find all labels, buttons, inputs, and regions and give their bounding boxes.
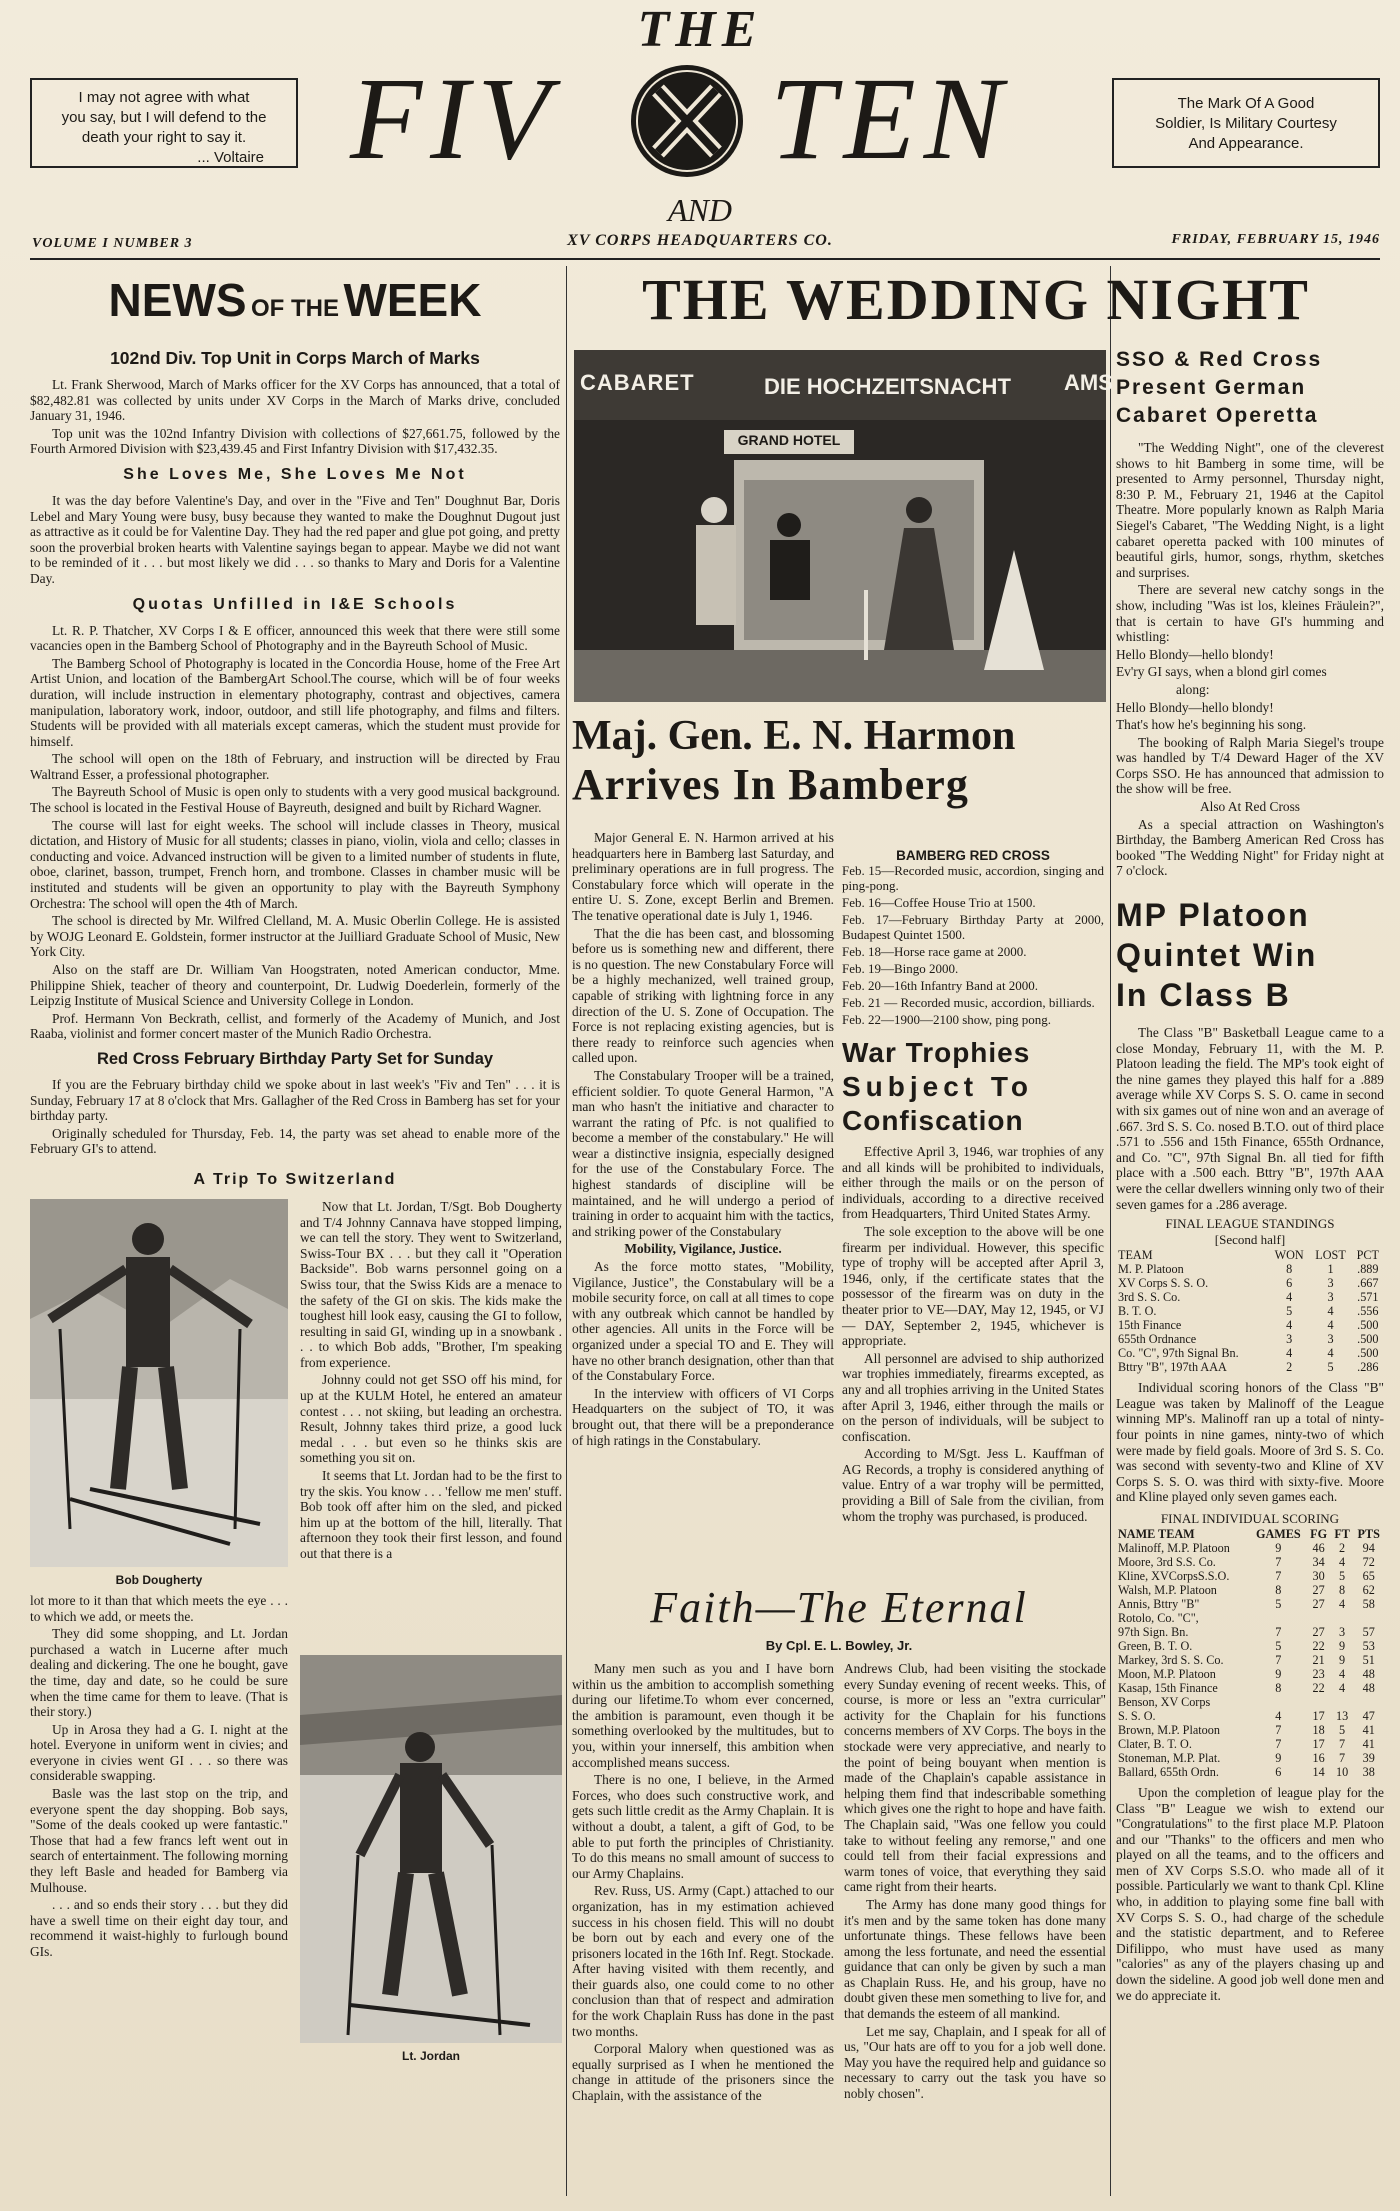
table-row xyxy=(1116,1639,1384,1653)
cell: 48 xyxy=(1362,1666,1375,1681)
table-row xyxy=(1116,1667,1384,1681)
masthead-the: THE xyxy=(637,1,763,58)
song-line: Hello Blondy—hello blondy! xyxy=(1116,699,1274,715)
cell: B. T. O. xyxy=(1118,1304,1157,1319)
subhead-also-red-cross: Also At Red Cross xyxy=(1199,799,1301,815)
paragraph: It was the day before Valentine's Day, and over in the "Five and Ten" Doughnut Bar, Doris Lebel and Mary Young were busy, busy because they wanted to make the Doughnut Dugout just as attractive as it could be for Valentine Day. They had the red paper and glue pot going, and pretty soon the proverbial broken hearts with Valentine sayings began to appear. Maybe we did not want to be reminded of it . . . but most likely we did . . . so thanks to Mary and Doris for a Valentine Day. xyxy=(30,492,560,586)
cell: 39 xyxy=(1362,1750,1375,1765)
cell: 9 xyxy=(1275,1666,1282,1681)
headline-wedding-night: THE WEDDING NIGHT xyxy=(642,267,1310,332)
headline-line: Cabaret Operetta xyxy=(1116,404,1319,427)
sign-cabaret: CABARET xyxy=(580,370,695,395)
table-row xyxy=(1116,1765,1384,1779)
cell xyxy=(1353,1695,1384,1709)
paragraph: There are several new catchy songs in the show, including "Was ist los, kleines Fräulein?", that is certain to have GI's humming and whistling: xyxy=(1116,582,1384,645)
harmon-article xyxy=(572,830,834,1590)
paragraph: The course will last for eight weeks. The school will include classes in Theory, musical dictation, and History of Music for all students; classes in piano, violin, viola and cello; classes in conducting and voice. Advanced instruction will be given to a limited number of students in flute, oboe, clarinet, basson, trumpet, French horn, and trombone. Classes in chamber music will be instituted and students will be given an opportunity to play with the Bayreuth Symphony Orchestra: The school will open the 4th of March. xyxy=(30,817,560,911)
cell: M. P. Platoon xyxy=(1118,1262,1184,1277)
cell: 14 xyxy=(1312,1764,1325,1779)
list-item: Feb. 21 — Recorded music, accordion, billiards. xyxy=(842,995,1095,1010)
cell: 27 xyxy=(1312,1582,1325,1597)
table-row xyxy=(1116,1709,1384,1723)
cell: 3 xyxy=(1327,1276,1334,1291)
cell: 3 xyxy=(1327,1290,1334,1305)
cell: 5 xyxy=(1286,1304,1293,1319)
table-row xyxy=(1116,1583,1384,1597)
cell: 9 xyxy=(1339,1652,1346,1667)
cell: 5 xyxy=(1275,1638,1282,1653)
cell: 15th Finance xyxy=(1118,1318,1182,1333)
paragraph: "The Wedding Night", one of the cleverest shows to hit Bamberg in some time, will be presented to Army personnel, Thursday night, 8:30 P. M., February 21, 1946 at the Capitol Theatre. More popularly known as Ralph Maria Siegel's Cabaret, "The Wedding Night, is a light cabaret operetta packed with 100 minutes of beautiful girls, humor, songs, rhythm, sketches and surprises. xyxy=(1116,440,1384,580)
cell: 4 xyxy=(1286,1290,1293,1305)
headline-march-of-marks: 102nd Div. Top Unit in Corps March of Marks xyxy=(110,348,480,368)
cell: 53 xyxy=(1362,1638,1375,1653)
quote-left-line: death your right to say it. xyxy=(81,129,247,146)
cell: 8 xyxy=(1339,1582,1346,1597)
headline-sso-red-cross xyxy=(1116,346,1384,430)
cell: Kline, XVCorpsS.S.O. xyxy=(1118,1568,1230,1583)
cell: 4 xyxy=(1339,1554,1346,1569)
headline-quotas-unfilled: Quotas Unfilled in I&E Schools xyxy=(132,595,458,613)
cell: Benson, XV Corps xyxy=(1118,1694,1211,1709)
cell: .571 xyxy=(1357,1290,1379,1305)
cell: Kasap, 15th Finance xyxy=(1118,1680,1218,1695)
cell: 4 xyxy=(1339,1596,1346,1611)
cell: 4 xyxy=(1327,1346,1334,1361)
news-of-week-title xyxy=(30,272,560,340)
cell: .500 xyxy=(1357,1318,1379,1333)
cell: 4 xyxy=(1339,1666,1346,1681)
cell: 41 xyxy=(1362,1722,1375,1737)
war-trophies-article xyxy=(842,1036,1104,1584)
cell: 7 xyxy=(1275,1736,1282,1751)
paragraph: Johnny could not get SSO off his mind, for up at the KULM Hotel, he entered an amateur contest . . . not skiing, but leading an orchestra. Result, Johnny takes third prize, a good luck medal . . . but even so he thinks skis are something you sit on. xyxy=(300,1372,562,1466)
cell: Co. "C", 97th Signal Bn. xyxy=(1118,1346,1239,1361)
cell: 5 xyxy=(1339,1568,1346,1583)
harmon-headline xyxy=(572,712,1106,810)
cell xyxy=(1250,1695,1306,1709)
paragraph: As a special attraction on Washington's Birthday, the Bamberg American Red Cross has booked "The Wedding Night" for Friday night at 7 o'clock. xyxy=(1116,816,1384,879)
paragraph: Effective April 3, 1946, war trophies of any and all kinds will be prohibited to individuals, either through the mails or on the person of individuals, according to a directive received from Headquarters, Third United States Army. xyxy=(842,1144,1104,1222)
quote-right-line: The Mark Of A Good xyxy=(1177,95,1315,112)
cell: 8 xyxy=(1286,1262,1293,1277)
switzerland-col-right-top xyxy=(300,1199,562,1639)
paragraph: The Army has done many good things for it's men and by the same token has done many unfortunate things. These fellows have been among the less fortunate, and need the essential guidance that can only be given by such a man as Chaplain Russ. He, and his group, have no doubt given these men something to live for, and that demands the esteem of all mankind. xyxy=(844,1896,1106,2022)
masthead-subtitle: XV CORPS HEADQUARTERS CO. xyxy=(567,232,833,249)
cell: 57 xyxy=(1362,1624,1375,1639)
paragraph: The school will open on the 18th of February, and instruction will be directed by Frau Waltrand Esser, a professional photographer. xyxy=(30,751,560,782)
paragraph: The Class "B" Basketball League came to a close Monday, February 11, with the M. P. Platoon leading the field. The MP's took eight of the nine games they played this half for a .889 average while XV Corps S. S. O. came in second with six games out of nine won and an average of .667. 3rd S. S. Co. nosed B.T.O. out of third place .571 to .556 and 15th Finance, 655th Ordnance, and Co. "C", 97th Signal Bn. all tied for fifth place with a .500 each. Bttry "B", 197th AAA were the cellar dwellers winning only two of their seven games for a .286 average. xyxy=(1116,1025,1384,1212)
paragraph: The Bamberg School of Photography is located in the Concordia House, home of the Free Art Artist Union, and location of the BambergArt School.The course, which will be of four weeks duration, will include instruction in elementary photography, contrast and objectives, camera manipulation, laboratory work, indoor, outdoor, and still life photography, and films and filters. Students will be provided with all materials except cameras, which the student must provide for himself. xyxy=(30,655,560,749)
cell: 72 xyxy=(1362,1554,1375,1569)
headline-line: Quintet Win xyxy=(1116,937,1318,974)
cell: 22 xyxy=(1312,1680,1325,1695)
corps-insignia-logo xyxy=(628,62,746,180)
sign-grand-hotel: GRAND HOTEL xyxy=(737,432,841,448)
table-row xyxy=(1116,1262,1384,1276)
faith-col-right xyxy=(844,1661,1106,2206)
cell: .500 xyxy=(1357,1346,1379,1361)
headline-line: Maj. Gen. E. N. Harmon xyxy=(572,713,1016,759)
table-row xyxy=(1116,1569,1384,1583)
masthead-left-word: FIV xyxy=(350,53,558,184)
cell: 97th Sign. Bn. xyxy=(1118,1624,1189,1639)
paragraph: Individual scoring honors of the Class "B" League was taken by Malinoff of the League winning MP's. Malinoff ran up a total of ninty-four points in nine games, ninty-two of which were made by field goals. Moore of 3rd S. S. Co. was second with seventy-two and Kline of XV Corps S. S. O. was third with sixty-five. Moore and Kline played only seven games each. xyxy=(1116,1380,1384,1505)
cell: 16 xyxy=(1312,1750,1325,1765)
cell: 21 xyxy=(1312,1652,1325,1667)
news-of-week-section xyxy=(30,272,560,2197)
cell: 4 xyxy=(1286,1318,1293,1333)
cell: Brown, M.P. Platoon xyxy=(1118,1722,1220,1737)
headline-birthday-party: Red Cross February Birthday Party Set for Sunday xyxy=(96,1049,494,1068)
volume-number: VOLUME I NUMBER 3 xyxy=(32,236,193,251)
cell: 2 xyxy=(1286,1360,1293,1375)
cell: 46 xyxy=(1312,1540,1325,1555)
quote-left-author: ... Voltaire xyxy=(197,149,264,166)
paragraph: lot more to it than that which meets the eye . . . to which we add, or meets the. xyxy=(30,1592,288,1624)
quote-left-line: I may not agree with what xyxy=(78,89,250,106)
paragraph: That the die has been cast, and blossoming before us is something new and different, there is no question. The new Constabulary Force will be a highly mechanized, well trained group, capable of striking with lightning force in any direction of the U. S. Zone of Occupation. The Force is not replacing existing agencies, but is there ready to reinforce such agencies when called upon. xyxy=(572,925,834,1066)
quote-left-line: you say, but I will defend to the xyxy=(61,109,267,126)
table-row xyxy=(1116,1332,1384,1346)
cell: 10 xyxy=(1336,1764,1349,1779)
paragraph: The sole exception to the above will be one firearm per individual. However, this specific type of trophy will be accepted after April 3, 1946, only, if the certificate states that the possessor of the firearm was on duty in the theater prior to VE—DAY, May 12, 1945, or VJ — DAY, September 2, 1945, whichever is appropriate. xyxy=(842,1223,1104,1349)
paragraph: It seems that Lt. Jordan had to be the first to try the skis. You know . . . 'fellow me men' stuff. Bob took off after him on the sled, and picked him up at the bottom of the hill, literally. That afternoon they took their first lesson, and found out that there is a xyxy=(300,1468,562,1561)
headline-line: Arrives In Bamberg xyxy=(572,760,969,809)
list-item: Feb. 17—February Birthday Party at 2000, Budapest Quintet 1500. xyxy=(842,912,1104,942)
paragraph: As the force motto states, "Mobility, Vigilance, Justice", the Constabulary will be a mobile security force, on call at all times to cope with any outbreak which cannot be handled by other agencies. All units in the Force will be organized under a special TO and E. They will have no other branch designation, other than that of the Constabulary Force. xyxy=(572,1259,834,1384)
column-divider xyxy=(566,266,567,2196)
caption-bob-dougherty: Bob Dougherty xyxy=(115,1572,203,1587)
paragraph: Many men such as you and I have born within us the ambition to accomplish something during our lifetime.To whom ever concerned, the ambition is paramount, even though it be something overlooked by the multitudes, but to you, within your innerself, this ambition when accomplished means success. xyxy=(572,1661,834,1770)
paragraph: The Bayreuth School of Music is open only to students with a very good musical background. The school is located in the Festival House of Bayreuth, designed and built by Richard Wagner. xyxy=(30,784,560,816)
cell: 655th Ordnance xyxy=(1118,1332,1197,1347)
cell: 9 xyxy=(1275,1750,1282,1765)
song-line: Hello Blondy—hello blondy! xyxy=(1116,646,1274,662)
paragraph: . . . and so ends their story . . . but they did have a swell time on their eight day tour, and recommend it waist-highly to furlough bound GIs. xyxy=(30,1897,288,1959)
masthead-right-word: TEN xyxy=(770,53,1011,184)
list-item: Feb. 16—Coffee House Trio at 1500. xyxy=(842,895,1036,910)
paragraph: Lt. R. P. Thatcher, XV Corps I & E officer, announced this week that there were still some vacancies open in the Bamberg School of Photography and in the Bayreuth School of Music. xyxy=(30,622,560,654)
subhead-mobility: Mobility, Vigilance, Justice. xyxy=(624,1241,782,1257)
headline-line: SSO & Red Cross xyxy=(1116,348,1323,371)
table-row xyxy=(1116,1751,1384,1765)
table-row xyxy=(1116,1304,1384,1318)
cell: 6 xyxy=(1275,1764,1282,1779)
header-cell: PTS xyxy=(1357,1526,1380,1541)
standings-table xyxy=(1116,1248,1384,1374)
table-row xyxy=(1116,1346,1384,1360)
cell: 41 xyxy=(1362,1736,1375,1751)
cell: Moore, 3rd S.S. Co. xyxy=(1118,1554,1216,1569)
header-cell: PCT xyxy=(1356,1248,1379,1263)
cell: 17 xyxy=(1312,1708,1325,1723)
cell xyxy=(1331,1611,1354,1625)
cell: 6 xyxy=(1286,1276,1293,1291)
cell: 2 xyxy=(1339,1540,1346,1555)
cell: 7 xyxy=(1275,1652,1282,1667)
song-line: Ev'ry GI says, when a blond girl comes xyxy=(1116,664,1327,680)
switzerland-col-left-bottom xyxy=(30,1593,288,2093)
header-cell: TEAM xyxy=(1118,1248,1153,1263)
cell: 17 xyxy=(1312,1736,1325,1751)
masthead-rule xyxy=(30,258,1380,260)
title-news: NEWS xyxy=(108,274,247,326)
cell: 7 xyxy=(1275,1568,1282,1583)
cell: 4 xyxy=(1275,1708,1282,1723)
table-row xyxy=(1116,1290,1384,1304)
paragraph: Upon the completion of league play for the Class "B" League we wish to extend our "Congratulations" to the first place M.P. Platoon and our "Thanks" to the officers and men who played on all the teams, and to the officers and men of XV Corps S.S.O. who made all of it possible. Particularly we want to thank Cpl. Kline who, in addition to playing some fine ball with XV Corps S. S. O., had charge of the schedule and the statistic department, and to Referee Difilippo, who must have used as many "calories" as any of the players chasing up and down the sideline. A good job well done men and we do appreciate it. xyxy=(1116,1784,1384,2003)
list-item: Feb. 22—1900—2100 show, ping pong. xyxy=(842,1012,1051,1027)
table-row xyxy=(1116,1597,1384,1611)
cell: 94 xyxy=(1362,1540,1375,1555)
paragraph: Lt. Frank Sherwood, March of Marks officer for the XV Corps has announced, that a total of $82,482.81 was collected by units under XV Corps in the March of Marks drive, concluded January 31, 1946. xyxy=(30,377,560,424)
paragraph: Corporal Malory when questioned was as equally surprised as I when he mentioned the change in attitude of the prisoners since the Chaplain, with the assistance of the xyxy=(572,2041,834,2104)
paragraph: Also on the staff are Dr. William Van Hoogstraten, noted American conductor, Mme. Philippine Shiek, teacher of theory and counterpoint, Dr. Ludwig Doederlein, formerly of the Leipzig Institute of Musical Science and University College in London. xyxy=(30,962,560,1009)
cell: Markey, 3rd S. S. Co. xyxy=(1118,1652,1224,1667)
cell xyxy=(1307,1611,1331,1625)
paragraph: According to M/Sgt. Jess L. Kauffman of AG Records, a trophy is considered anything of value. Entry of a war trophy will be permitted, providing a Bill of Sale from the civilian, from whom the trophy was purchased, is produced. xyxy=(842,1446,1104,1524)
header-cell: LOST xyxy=(1315,1248,1346,1263)
cell: 23 xyxy=(1312,1666,1325,1681)
column-divider xyxy=(1110,266,1111,2196)
headline-she-loves-me: She Loves Me, She Loves Me Not xyxy=(123,465,467,483)
cell: 4 xyxy=(1327,1304,1334,1319)
right-column xyxy=(1116,346,1384,2196)
standings-title: FINAL LEAGUE STANDINGS xyxy=(1165,1216,1335,1232)
list-item: Feb. 19—Bingo 2000. xyxy=(842,961,959,976)
paragraph: In the interview with officers of VI Corps Headquarters on the subject of TO, it was brought out, that there will be a preponderance of high ratings in the Constabulary. xyxy=(572,1385,834,1448)
cell: 30 xyxy=(1312,1568,1325,1583)
cell: 22 xyxy=(1312,1638,1325,1653)
cell: 65 xyxy=(1362,1568,1375,1583)
headline-line: In Class B xyxy=(1116,977,1291,1014)
cell xyxy=(1307,1695,1331,1709)
cell xyxy=(1250,1611,1306,1625)
title-of-the: OF THE xyxy=(251,295,339,322)
header-cell: GAMES xyxy=(1255,1526,1301,1541)
table-row xyxy=(1116,1360,1384,1374)
cell: S. S. O. xyxy=(1118,1708,1156,1723)
cell: 13 xyxy=(1336,1708,1349,1723)
cell: Moon, M.P. Platoon xyxy=(1118,1666,1216,1681)
cell: 4 xyxy=(1286,1346,1293,1361)
table-row xyxy=(1116,1681,1384,1695)
paragraph: Major General E. N. Harmon arrived at his headquarters here in Bamberg last Saturday, and preliminary operations are in full progress. The Constabulary force which will operate in the entire U. S. Zone, except Berlin and Bremen. The tenative operational date is July 1, 1946. xyxy=(572,830,834,923)
cell: 7 xyxy=(1275,1624,1282,1639)
cell: 47 xyxy=(1362,1708,1375,1723)
sign-hochzeitsnacht: DIE HOCHZEITSNACHT xyxy=(764,374,1011,399)
photo-wedding-night-stage xyxy=(574,350,1113,702)
switzerland-article xyxy=(30,1199,560,2099)
caption-lt-jordan: Lt. Jordan xyxy=(401,2048,460,2063)
paragraph: The school is directed by Mr. Wilfred Clelland, M. A. Music Oberlin College. He is assisted by WOJG Leonard E. Goldstein, former instructor at the Juilliard Graduate School of Music, New York City. xyxy=(30,913,560,960)
cell: 51 xyxy=(1362,1652,1375,1667)
paragraph: Now that Lt. Jordan, T/Sgt. Bob Dougherty and T/4 Johnny Cannava have stopped limping, we can tell the story. They went to Switzerland, Swiss-Tour BX . . . but they call it "Operation Backside". Bob warns personnel going on a Swiss tour, that the Swiss Kids are a menace to the safety of the GI on skis. The kids make the toughest hill look easy, causing the GI to follow, resulting in said GI, winding up in a snowbank . . . to which Bob adds, "Brother, I'm speaking from experience. xyxy=(300,1198,562,1370)
cell: 5 xyxy=(1339,1722,1346,1737)
cell: 34 xyxy=(1312,1554,1325,1569)
cell: 3rd S. S. Co. xyxy=(1118,1290,1181,1305)
cell: .889 xyxy=(1357,1262,1379,1277)
table-row xyxy=(1116,1555,1384,1569)
cell: 5 xyxy=(1327,1360,1334,1375)
header-cell: NAME TEAM xyxy=(1118,1526,1195,1541)
cell: .556 xyxy=(1357,1304,1379,1319)
scoring-table xyxy=(1116,1527,1384,1779)
cell: 1 xyxy=(1327,1262,1334,1277)
cell: .667 xyxy=(1357,1276,1379,1291)
paragraph: Up in Arosa they had a G. I. night at the hotel. Everyone in uniform went in civies; and everyone in civies went GI . . . so there was considerable swapping. xyxy=(30,1721,288,1784)
table-row xyxy=(1116,1318,1384,1332)
cell: 8 xyxy=(1275,1582,1282,1597)
table-row xyxy=(1116,1695,1384,1709)
cell: 27 xyxy=(1312,1624,1325,1639)
cell: Clater, B. T. O. xyxy=(1118,1736,1192,1751)
red-cross-title: BAMBERG RED CROSS xyxy=(896,848,1050,863)
cell: 3 xyxy=(1339,1624,1346,1639)
photo-bob-dougherty xyxy=(30,1199,288,1567)
cell: 38 xyxy=(1362,1764,1375,1779)
cell: 62 xyxy=(1362,1582,1375,1597)
cell: Annis, Bttry "B" xyxy=(1118,1596,1200,1611)
cell: 58 xyxy=(1362,1596,1375,1611)
cell: Malinoff, M.P. Platoon xyxy=(1118,1540,1230,1555)
cell: 27 xyxy=(1312,1596,1325,1611)
cell xyxy=(1331,1695,1354,1709)
paragraph: Originally scheduled for Thursday, Feb. 14, the party was set ahead to enable more of the February GI's to attend. xyxy=(30,1125,560,1157)
table-row xyxy=(1116,1653,1384,1667)
paragraph: Andrews Club, had been visiting the stockade every Sunday evening of recent weeks. This, of course, is more or less an "extra curricular" activity for the Chaplain for his functions concerns members of XV Corps. The boys in the stockade were very appreciative, and nearly to the point of being bouyant when mention is made of the Chaplain's capable assistance in helping them find that indescribable something which gives one the right to hope and have faith. The Chaplain said, "Was one fellow you could take to without feeling any remorse," and one could tell from their facial expressions and warm tones of voice, that everything they said came right from their hearts. xyxy=(844,1661,1106,1895)
quote-right-line: And Appearance. xyxy=(1188,135,1304,152)
header-cell: FG xyxy=(1310,1526,1328,1541)
paragraph: All personnel are advised to ship authorized war trophies immediately, firearms excepted, as any and all trophies arriving in the United States after April 3, 1946, either through the mails or on the person of individuals, will be subject to confiscation. xyxy=(842,1350,1104,1444)
cell: 3 xyxy=(1286,1332,1293,1347)
cell: 9 xyxy=(1339,1638,1346,1653)
song-line: along: xyxy=(1176,681,1210,697)
table-row xyxy=(1116,1723,1384,1737)
masthead-and: AND xyxy=(668,192,732,228)
cell: .500 xyxy=(1357,1332,1379,1347)
cell: 18 xyxy=(1312,1722,1325,1737)
paragraph: If you are the February birthday child we spoke about in last week's "Fiv and Ten" . . . it is Sunday, February 17 at 8 o'clock that Mrs. Gallagher of the Red Cross in Bamberg has set for your birthday party. xyxy=(30,1076,560,1124)
headline-trip-switzerland: A Trip To Switzerland xyxy=(193,1170,397,1188)
photo-lt-jordan xyxy=(300,1655,562,2043)
paragraph: There is no one, I believe, in the Armed Forces, who does such constructive work, and gets such little credit as the Army Chaplain. It is without a doubt, a talent, a gift of God, to be able to put forth the principles of Christianity. To do this means no small amount of success to our Army Chaplains. xyxy=(572,1772,834,1881)
paragraph: Basle was the last stop on the trip, and everyone spent the day shopping. Bob says, "Some of the deals cooked up were fantastic." Those that had a few francs left went out in search of entertainment. The following morning they left Basle and headed for Bamberg via Mulhouse. xyxy=(30,1786,288,1895)
paragraph: That's how he's beginning his song. xyxy=(1116,717,1307,733)
title-week: WEEK xyxy=(343,274,482,326)
scoring-header-row xyxy=(1116,1527,1384,1541)
paragraph: The Constabulary Trooper will be a trained, efficient soldier. To quote General Harmon, "A man who hasn't the initiative and character to warrant the rating of Pfc. is not qualified to become a member of the constabulary." He will wear a distinctive insignia, especially designed for the use of the Constabulary Force. The highest standards of discipline will be maintained, and he will undergo a period of training in order to acquaint him with the tactics, and striking power of the Constabulary xyxy=(572,1067,834,1239)
cell: Rotolo, Co. "C", xyxy=(1118,1610,1199,1625)
sign-ams: AMS xyxy=(1064,370,1113,395)
table-row xyxy=(1116,1541,1384,1555)
quote-box-right xyxy=(1112,78,1380,168)
paragraph: Let me say, Chaplain, and I speak for all of us, "Our hats are off to you for a job well done. May you have the required help and guidance so necessary to carry out the task you have so nobly chosen". xyxy=(844,2023,1106,2102)
table-row xyxy=(1116,1737,1384,1751)
list-item: Feb. 15—Recorded music, accordion, singing and ping-pong. xyxy=(842,863,1104,893)
faith-byline: By Cpl. E. L. Bowley, Jr. xyxy=(765,1638,913,1653)
paragraph: Rev. Russ, US. Army (Capt.) attached to our organization, has in my estimation achieved success in his chosen field. This will no doubt be born out by each and every one of the prisoners located in the 16th Inf. Regt. Stockade. After having visited with them recently, and their guards also, one could come to no other conclusion than that of respect and admiration for the work Chaplain Russ has done in the past two months. xyxy=(572,1883,834,2039)
table-row xyxy=(1116,1276,1384,1290)
cell xyxy=(1353,1611,1384,1625)
headline-faith: Faith—The Eternal xyxy=(650,1583,1028,1632)
headline-line: Confiscation xyxy=(842,1105,1024,1136)
headline-line: War Trophies xyxy=(842,1037,1031,1068)
paragraph: Prof. Hermann Von Beckrath, cellist, and formerly of the Academy of Munich, and Jost Raaba, violinist and former concert master of the Munich Radio Orchestra. xyxy=(30,1010,560,1042)
paragraph: Top unit was the 102nd Infantry Division with collections of $27,661.75, followed by the Fourth Armored Division with $23,439.45 and First Infantry Division with $17,432.35. xyxy=(30,425,560,457)
headline-line: Subject To xyxy=(842,1071,1034,1102)
cell: Walsh, M.P. Platoon xyxy=(1118,1582,1217,1597)
cell: 3 xyxy=(1327,1332,1334,1347)
cell: 5 xyxy=(1275,1596,1282,1611)
cell: 7 xyxy=(1275,1554,1282,1569)
cell: 7 xyxy=(1339,1736,1346,1751)
paragraph: The booking of Ralph Maria Siegel's troupe was handled by T/4 Deward Hager of the XV Corps SSO. He has announced that admission to the show will be free. xyxy=(1116,734,1384,797)
headline-war-trophies xyxy=(842,1036,1104,1138)
cell: 8 xyxy=(1275,1680,1282,1695)
table-row xyxy=(1116,1611,1384,1625)
paragraph: They did some shopping, and Lt. Jordan purchased a watch in Lucerne after much dealing and dickering. The one he bought, gave the time, day and date, so he could be sure when the time came for them to leave. (That is their story.) xyxy=(30,1626,288,1720)
cell: 4 xyxy=(1339,1680,1346,1695)
cell: XV Corps S. S. O. xyxy=(1118,1276,1209,1291)
header-cell: FT xyxy=(1334,1526,1350,1541)
quote-right-line: Soldier, Is Military Courtesy xyxy=(1155,115,1337,132)
cell: 7 xyxy=(1339,1750,1346,1765)
cell: Ballard, 655th Ordn. xyxy=(1118,1764,1219,1779)
faith-col-left xyxy=(572,1661,834,2206)
standings-subtitle: [Second half] xyxy=(1214,1232,1286,1248)
headline-line: Present German xyxy=(1116,376,1307,399)
cell: Stoneman, M.P. Plat. xyxy=(1118,1750,1221,1765)
headline-line: MP Platoon xyxy=(1116,897,1310,934)
cell: Bttry "B", 197th AAA xyxy=(1118,1360,1227,1375)
header-cell: WON xyxy=(1274,1248,1304,1263)
cell: 9 xyxy=(1275,1540,1282,1555)
table-row xyxy=(1116,1625,1384,1639)
headline-mp-platoon xyxy=(1116,895,1384,1015)
cell: 48 xyxy=(1362,1680,1375,1695)
cell: 7 xyxy=(1275,1722,1282,1737)
standings-header-row xyxy=(1116,1248,1384,1262)
quote-box-left xyxy=(30,78,298,168)
red-cross-schedule xyxy=(842,848,1104,1029)
cell: 4 xyxy=(1327,1318,1334,1333)
cell: Green, B. T. O. xyxy=(1118,1638,1193,1653)
list-item: Feb. 20—16th Infantry Band at 2000. xyxy=(842,978,1039,993)
scoring-title: FINAL INDIVIDUAL SCORING xyxy=(1160,1510,1340,1526)
issue-date: FRIDAY, FEBRUARY 15, 1946 xyxy=(1171,232,1380,247)
faith-article xyxy=(572,1582,1106,2206)
cell: .286 xyxy=(1357,1360,1379,1375)
list-item: Feb. 18—Horse race game at 2000. xyxy=(842,944,1027,959)
